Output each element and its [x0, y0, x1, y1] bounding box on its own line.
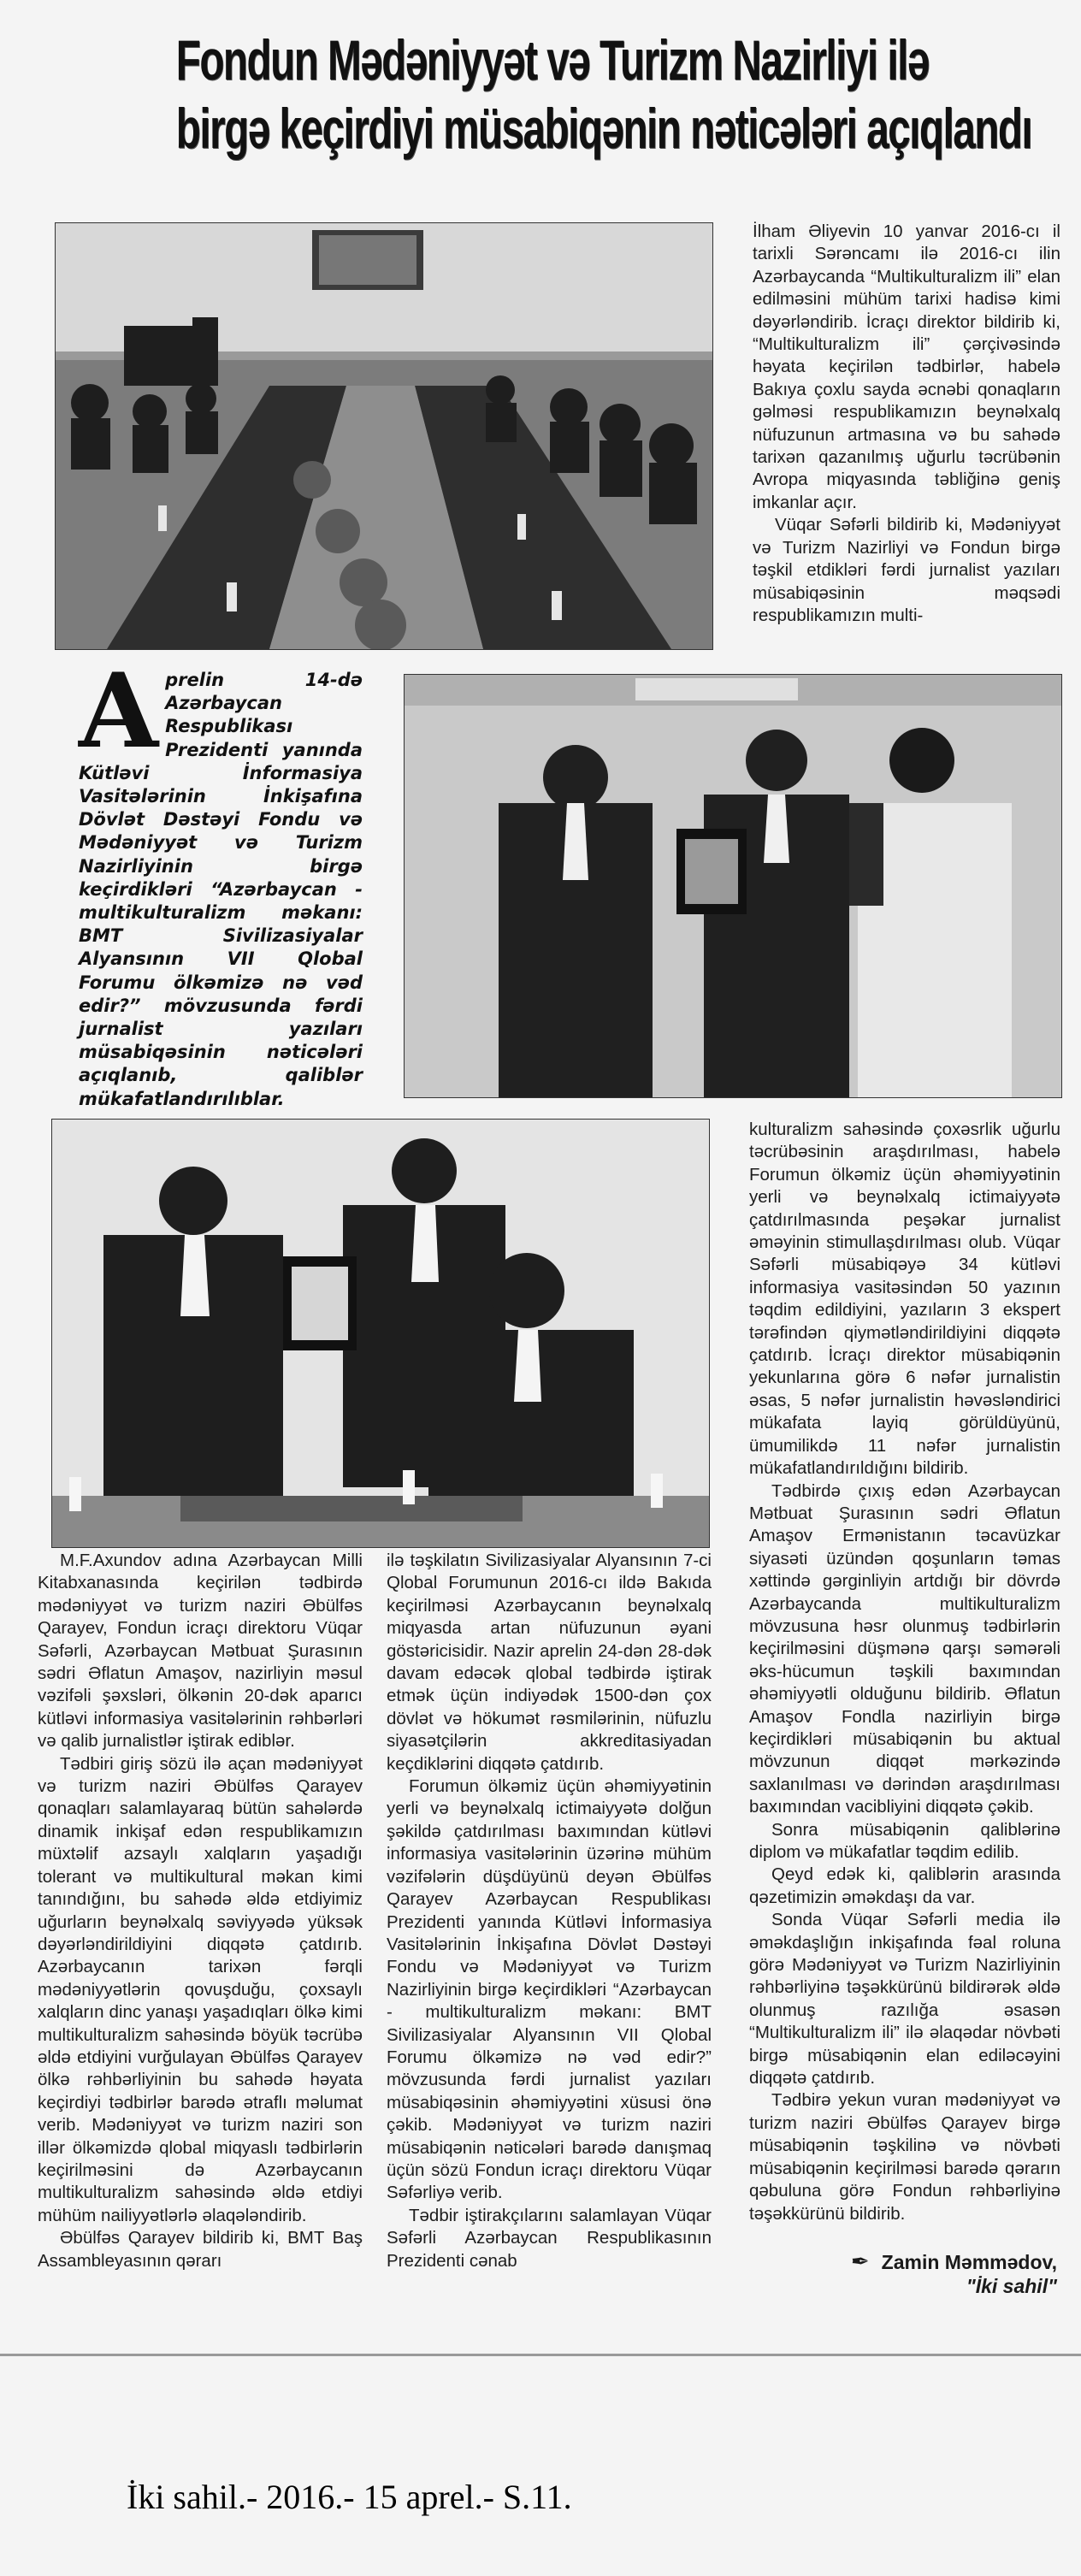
- paragraph: Əbülfəs Qarayev bildirib ki, BMT Baş Assambleyasının qərarı: [38, 2228, 363, 2271]
- lead-text: prelin 14-də Azərbaycan Respublikası Prezidenti yanında Kütləvi İnformasiya Vasitələrinin İnkişafına Dövlət Dəstəyi Fondu və Mədəniyyət və Turizm Nazirliyinin birgə keçirdikləri “Azərbaycan - multikulturalizm məkanı: BMT Sivilizasiyalar Alyansının VII Qlobal Forumu ölkəmizə nə vəd edir?” mövzusunda fərdi jurnalist yazıları müsabiqəsinin nəticələri açıqlanıb, qaliblər mükafatlandırılıblar.: [79, 670, 363, 1109]
- paragraph: kulturalizm sahəsində çoxəsrlik uğurlu təcrübəsinin araşdırılması, habelə Forumun ölkəmiz üçün əhəmiyyətinin yerli və beynəlxalq ictimaiyyətə çatdırılmasında peşəkar jurnalist əməyinin stimullaşdırılması olub. Vüqar Səfərli müsabiqəyə 34 kütləvi informasiya vasitəsindən 50 yazının təqdim edildiyini, yazıların 3 ekspert tərəfindən qiymətləndirildiyini diqqətə çatdırıb. İcraçı direktor müsabiqənin yekunlarına görə 6 nəfər jurnalistin əsas, 5 nəfər jurnalistin həvəsləndirici mükafata layiq görüldüyünü, ümumilikdə 11 nəfər jurnalistin mükafatlandırıldığını bildirib.: [749, 1120, 1060, 1479]
- paragraph: Sonra müsabiqənin qaliblərinə diplom və mükafatlar təqdim edilib.: [749, 1819, 1060, 1862]
- photo-award-presentation: [404, 674, 1062, 1098]
- column-left: [38, 1550, 363, 2272]
- award-presentation-image: [405, 675, 1061, 1097]
- column-right: [749, 1119, 1060, 2225]
- newspaper-name: "İki sahil": [966, 2275, 1057, 2297]
- conference-room-image: [56, 223, 712, 649]
- photo-conference-room: [55, 222, 713, 650]
- paragraph: Sonda Vüqar Səfərli media ilə əməkdaşlığın inkişafında fəal roluna görə Mədəniyyət və Turizm Nazirliyinin rəhbərliyinə təşəkkürünü bildirərək əldə olunmuş razılığa əsasən “Multikulturalizm ili” ilə əlaqədar növbəti birgə müsabiqənin elan ediləcəyini diqqətə çatdırıb.: [749, 1910, 1060, 2089]
- paragraph: Vüqar Səfərli bildirib ki, Mədəniyyət və Turizm Nazirliyi və Fondun birgə təşkil etdikləri fərdi jurnalist yazıları müsabiqəsinin məqsədi respublikamızın multi-: [753, 515, 1060, 625]
- headline-line-1: Fondun Mədəniyyət və Turizm Nazirliyi ilə: [175, 28, 929, 92]
- paragraph: ilə təşkilatın Sivilizasiyalar Alyansının 7-ci Qlobal Forumunun 2016-cı ildə Bakıda keçirilməsi Azərbaycanın beynəlxalq miqyasda artan nüfuzunun əyani göstəricisidir. Nazir aprelin 24-dən 28-dək davam edəcək qlobal tədbirdə iştirak etmək üçün indiyədək 1500-dən çox dövlət və hökumət rəsmilərinin, nüfuzlu siyasətçilərin akkreditasiyadan keçdiklərini diqqətə çatdırıb.: [387, 1551, 712, 1774]
- handshake-image: [52, 1120, 709, 1547]
- paragraph: Forumun ölkəmiz üçün əhəmiyyətinin yerli və beynəlxalq ictimaiyyətə dolğun şəkildə çatdırılması baxımından kütləvi informasiya vasitələrinin üzərinə mühüm vəzifələrin düşdüyünü deyən Əbülfəs Qarayev Azərbaycan Respublikası Prezidenti yanında Kütləvi İnformasiya Vasitələrinin İnkişafına Dövlət Dəstəyi Fondu və Mədəniyyət və Turizm Nazirliyinin birgə keçirdikləri “Azərbaycan - multikulturalizm məkanı: BMT Sivilizasiyalar Alyansının VII Qlobal Forumu ölkəmizə nə vəd edir?” mövzusunda fərdi jurnalist yazıları müsabiqəsinin əhəmiyyətini xüsusi önə çəkib. Mədəniyyət və turizm naziri müsabiqənin nəticələri barədə danışmaq üçün sözü Fondun icraçı direktoru Vüqar Səfərliyə verib.: [387, 1776, 712, 2203]
- paragraph: Tədbirə yekun vuran mədəniyyət və turizm naziri Əbülfəs Qarayev birgə müsabiqənin təşkilinə və növbəti müsabiqənin keçirilməsi barədə qərarın qəbuluna görə Fondun rəhbərliyinə təşəkkürünü bildirib.: [749, 2090, 1060, 2224]
- byline: [851, 2249, 1057, 2298]
- author-name: Zamin Məmmədov,: [881, 2251, 1057, 2273]
- column-middle: [387, 1550, 712, 2272]
- article-lead: [79, 651, 363, 1111]
- paragraph: M.F.Axundov adına Azərbaycan Milli Kitabxanasında keçirilən tədbirdə mədəniyyət və turizm naziri Əbülfəs Qarayev, Fondun icraçı direktoru Vüqar Səfərli, Azərbaycan Mətbuat Şurasının sədri Əflatun Amaşov, nazirliyin məsul vəzifəli şəxsləri, ölkənin 20-dək aparıcı kütləvi informasiya vasitələrinin rəhbərləri və qalib jurnalistlər iştirak ediblər.: [38, 1551, 363, 1752]
- pen-icon: ✒: [850, 2248, 870, 2274]
- photo-handshake: [51, 1119, 710, 1548]
- paragraph: İlham Əliyevin 10 yanvar 2016-cı il tarixli Sərəncamı ilə 2016-cı ilin Azərbaycanda “Multikulturalizm ili” elan edilməsini mühüm tarixi hadisə kimi dəyərləndirib. İcraçı direktor bildirib ki, “Multikulturalizm ili” çərçivəsində həyata keçirilən tədbirlər, habelə Bakıya çoxlu sayda əcnəbi qonaqların gəlməsi respublikamızın beynəlxalq nüfuzunun artmasına və bu sahədə tarixən qazanılmış uğurlu təcrübənin Avropa miqyasında təbliğinə geniş imkanlar açır.: [753, 222, 1060, 512]
- article-headline: [175, 26, 1032, 162]
- page-divider: [0, 2354, 1081, 2356]
- paragraph: Tədbirdə çıxış edən Azərbaycan Mətbuat Şurasının sədri Əflatun Amaşov Ermənistanın təcavüzkar siyasəti üzündən qoşunların təmas xəttində gərginliyin artdığı bir dövrdə Azərbaycanda multikulturalizm mövzusuna həsr olunmuş tədbirlərin keçirilməsini düşmənə qarşı səmərəli əks-hücumun təşkili baxımından əhəmiyyətli olduğunu bildirib. Əflatun Amaşov Fondla nazirliyin birgə keçirdikləri müsabiqənin bu aktual mövzunun diqqət mərkəzində saxlanılması və dərindən araşdırılması baxımından vacibliyini diqqətə çəkib.: [749, 1480, 1060, 1817]
- drop-cap: A: [79, 651, 159, 771]
- headline-line-2: birgə keçirdiyi müsabiqənin nəticələri açıqlandı: [175, 97, 1032, 160]
- column-top-right: [753, 221, 1060, 627]
- paragraph: Tədbir iştirakçılarını salamlayan Vüqar Səfərli Azərbaycan Respublikasının Prezidenti cənab: [387, 2205, 712, 2271]
- paragraph: Tədbiri giriş sözü ilə açan mədəniyyət və turizm naziri Əbülfəs Qarayev qonaqları salamlayaraq bütün sahələrdə dinamik inkişaf edən respublikamızın müxtəlif azsaylı xalqların yaşadığı tolerant və multikultural məkan kimi tanındığını, bu sahədə əldə etdiyimiz uğurların beynəlxalq səviyyədə yüksək dəyərləndirildiyini diqqətə çatdırıb. Azərbaycanın tarixən fərqli mədəniyyətlərin qovuşduğu, çoxsaylı xalqların dinc yanaşı yaşadıqları ölkə kimi multikulturalizm sahəsində böyük təcrübə əldə etdiyini vurğulayan Əbülfəs Qarayev ölkə rəhbərliyinin bu sahədə həyata keçirdiyi tədbirlər barədə ətraflı məlumat verib. Mədəniyyət və turizm naziri son illər ölkəmizdə qlobal miqyaslı tədbirlərin keçirilməsini də Azərbaycanın multikulturalizm sahəsində əldə etdiyi mühüm nailiyyətlərlə əlaqələndirib.: [38, 1753, 363, 2225]
- source-citation: İki sahil.- 2016.- 15 aprel.- S.11.: [127, 2478, 572, 2516]
- paragraph: Qeyd edək ki, qaliblərin arasında qəzetimizin əməkdaşı da var.: [749, 1864, 1060, 1907]
